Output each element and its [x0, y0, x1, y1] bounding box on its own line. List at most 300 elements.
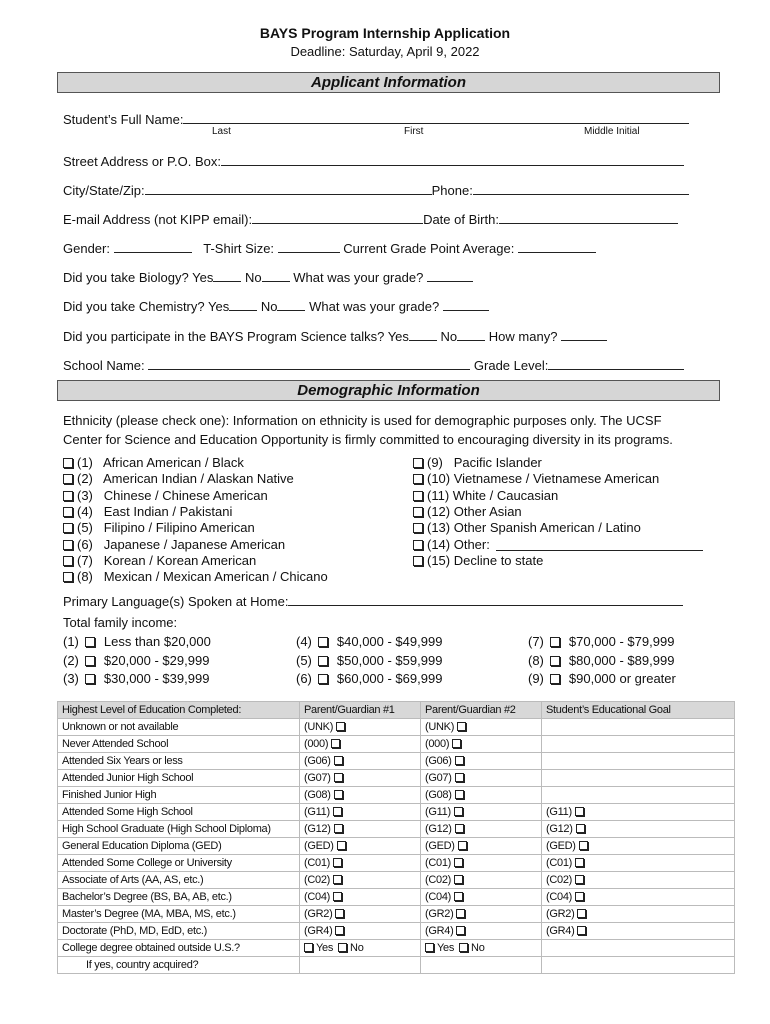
grade-level-label: Grade Level: [473, 358, 549, 373]
chemistry-grade-label: What was your grade? [309, 299, 440, 314]
student-goal-option[interactable] [542, 838, 735, 855]
checkbox-icon[interactable] [335, 926, 344, 935]
street-row [63, 152, 684, 169]
parent1-option-code: (GED) [304, 840, 334, 852]
checkbox-icon[interactable] [333, 858, 342, 867]
parent2-option-code: (G08) [425, 789, 452, 801]
ethnicity-intro-line-1: Ethnicity (please check one): Information on ethnicity is used for demographic purposes only. The UCSF [63, 413, 662, 428]
income-option-number: (5) [296, 652, 312, 668]
biology-question: Did you take Biology? [63, 270, 189, 285]
checkbox-icon[interactable] [85, 637, 95, 647]
education-row [58, 821, 735, 838]
checkbox-icon[interactable] [425, 943, 434, 952]
parent1-option-code: (G11) [304, 806, 330, 818]
income-option-number: (4) [296, 634, 312, 649]
income-option[interactable] [296, 671, 442, 686]
parent1-option[interactable] [300, 736, 421, 753]
parent1-option-code: (GR2) [304, 908, 333, 920]
parent2-option-code: (C01) [425, 857, 452, 869]
parent1-option[interactable] [300, 719, 421, 736]
gpa-label: Current Grade Point Average: [343, 241, 515, 256]
full-name-field[interactable] [183, 110, 689, 124]
checkbox-icon[interactable] [331, 739, 340, 748]
checkbox-icon[interactable] [337, 841, 346, 850]
student-goal-option-code: (GED) [546, 840, 576, 852]
parent2-outside-us-no: No [471, 942, 485, 954]
education-row [58, 838, 735, 855]
parent1-option[interactable] [300, 804, 421, 821]
parent1-option-code: (C04) [304, 891, 331, 903]
ethnicity-option-label: (6) Japanese / Japanese American [77, 536, 286, 552]
parent2-option[interactable] [421, 804, 542, 821]
income-option[interactable] [63, 634, 211, 649]
ethnicity-option[interactable] [413, 553, 543, 568]
parent2-option[interactable] [421, 736, 542, 753]
parent2-option-code: (GR2) [425, 908, 454, 920]
checkbox-icon[interactable] [455, 756, 464, 765]
education-row [58, 753, 735, 770]
school-label: School Name: [63, 358, 145, 373]
checkbox-icon[interactable] [457, 722, 466, 731]
checkbox-icon[interactable] [85, 674, 95, 684]
parent1-option-code: (G06) [304, 755, 331, 767]
checkbox-icon[interactable] [338, 943, 347, 952]
parent2-option[interactable] [421, 719, 542, 736]
parent2-outside-us-yes: Yes [437, 942, 455, 954]
city-field[interactable] [145, 181, 432, 195]
checkbox-icon[interactable] [318, 656, 328, 666]
income-option-number: (7) [528, 634, 544, 649]
parent1-option[interactable] [300, 753, 421, 770]
parent1-option-code: (G08) [304, 789, 331, 801]
talks-question: Did you participate in the BAYS Program Science talks? [63, 329, 385, 344]
income-option-label: $50,000 - $59,999 [336, 652, 443, 668]
first-name-caption: First [404, 126, 424, 137]
parent1-option[interactable] [300, 906, 421, 923]
parent1-option-code: (GR4) [304, 925, 333, 937]
parent2-option-code: (G06) [425, 755, 452, 767]
biology-grade-field[interactable] [427, 268, 473, 282]
parent2-country-field[interactable] [421, 957, 542, 974]
parent1-option[interactable] [300, 821, 421, 838]
income-option[interactable] [296, 634, 442, 649]
outside-us-label: College degree obtained outside U.S.? [58, 940, 300, 957]
checkbox-icon[interactable] [333, 875, 342, 884]
ethnicity-option-label: (8) Mexican / Mexican American / Chicano [77, 569, 328, 585]
checkbox-icon[interactable] [63, 491, 73, 501]
ethnicity-option[interactable] [63, 553, 256, 568]
checkbox-icon[interactable] [413, 507, 423, 517]
parent1-option[interactable] [300, 838, 421, 855]
income-option-label: $40,000 - $49,999 [336, 634, 443, 649]
phone-label: Phone: [431, 183, 473, 198]
outside-us-row [58, 940, 735, 957]
student-goal-option[interactable] [542, 821, 735, 838]
chemistry-question: Did you take Chemistry? [63, 299, 205, 314]
checkbox-icon[interactable] [413, 556, 423, 566]
talks-no-label: No [440, 329, 458, 344]
income-option[interactable] [528, 671, 676, 686]
ethnicity-option-label: (4) East Indian / Pakistani [77, 503, 233, 519]
checkbox-icon[interactable] [63, 540, 73, 550]
student-goal-option [542, 787, 735, 804]
talks-yes-field[interactable] [409, 327, 437, 341]
checkbox-icon[interactable] [335, 909, 344, 918]
checkbox-icon[interactable] [413, 491, 423, 501]
school-row [63, 356, 684, 373]
deadline: Deadline: Saturday, April 9, 2022 [290, 44, 480, 59]
biology-yes-label: Yes [192, 270, 214, 285]
checkbox-icon[interactable] [63, 572, 73, 582]
checkbox-icon[interactable] [550, 656, 560, 666]
parent2-option-code: (C04) [425, 891, 452, 903]
parent2-option[interactable] [421, 855, 542, 872]
ethnicity-option-label: (15) Decline to state [427, 552, 544, 568]
parent2-header: Parent/Guardian #2 [421, 702, 542, 719]
income-label: Total family income: [63, 615, 178, 630]
parent2-option[interactable] [421, 838, 542, 855]
education-row [58, 889, 735, 906]
education-level-header: Highest Level of Education Completed: [58, 702, 300, 719]
biology-yes-field[interactable] [213, 268, 241, 282]
checkbox-icon[interactable] [333, 892, 342, 901]
education-level-label: Attended Some High School [58, 804, 300, 821]
full-name-row [63, 110, 689, 127]
education-row [58, 872, 735, 889]
student-goal-option[interactable] [542, 855, 735, 872]
checkbox-icon[interactable] [577, 926, 586, 935]
biology-grade-label: What was your grade? [293, 270, 424, 285]
income-option[interactable] [296, 653, 442, 668]
email-field[interactable] [252, 210, 423, 224]
education-level-label: Unknown or not available [58, 719, 300, 736]
education-level-label: Associate of Arts (AA, AS, etc.) [58, 872, 300, 889]
education-header-row [58, 702, 735, 719]
gpa-field[interactable] [518, 239, 596, 253]
parent2-option-code: (G12) [425, 823, 452, 835]
education-level-label: Bachelor’s Degree (BS, BA, AB, etc.) [58, 889, 300, 906]
income-option-label: $30,000 - $39,999 [103, 671, 210, 686]
parent2-option[interactable] [421, 889, 542, 906]
income-option-number: (1) [63, 634, 79, 649]
checkbox-icon[interactable] [455, 773, 464, 782]
parent2-option-code: (G11) [425, 806, 451, 818]
checkbox-icon[interactable] [458, 841, 467, 850]
ethnicity-option[interactable] [413, 520, 641, 535]
ethnicity-option[interactable] [63, 471, 294, 486]
parent1-option[interactable] [300, 787, 421, 804]
student-goal-option [542, 770, 735, 787]
ethnicity-option[interactable] [63, 504, 232, 519]
student-goal-empty [542, 940, 735, 957]
education-level-label: Never Attended School [58, 736, 300, 753]
income-option[interactable] [528, 634, 674, 649]
checkbox-icon[interactable] [336, 722, 345, 731]
ethnicity-intro-line-2: Center for Science and Education Opportunity is firmly committed to encouraging diversity in its programs. [63, 432, 673, 447]
checkbox-icon[interactable] [413, 458, 423, 468]
checkbox-icon[interactable] [456, 909, 465, 918]
income-option-number: (6) [296, 671, 312, 686]
chemistry-yes-field[interactable] [229, 297, 257, 311]
language-label: Primary Language(s) Spoken at Home: [63, 594, 289, 609]
parent1-header: Parent/Guardian #1 [300, 702, 421, 719]
city-label: City/State/Zip: [63, 183, 145, 198]
checkbox-icon[interactable] [459, 943, 468, 952]
student-goal-option-code: (GR4) [546, 925, 575, 937]
how-many-field[interactable] [561, 327, 607, 341]
checkbox-icon[interactable] [575, 892, 584, 901]
checkbox-icon[interactable] [579, 841, 588, 850]
checkbox-icon[interactable] [63, 507, 73, 517]
student-goal-option [542, 736, 735, 753]
chemistry-row [63, 297, 489, 314]
education-level-label: High School Graduate (High School Diploma) [58, 821, 300, 838]
parent1-outside-us [300, 940, 421, 957]
country-row [58, 957, 735, 974]
applicant-section-header: Applicant Information [57, 72, 720, 93]
student-goal-option[interactable] [542, 889, 735, 906]
student-goal-option-code: (GR2) [546, 908, 575, 920]
ethnicity-option-label: (12) Other Asian [427, 503, 522, 519]
last-name-caption: Last [212, 126, 231, 137]
checkbox-icon[interactable] [63, 474, 73, 484]
ethnicity-option-label: (11) White / Caucasian [427, 487, 559, 503]
education-row [58, 770, 735, 787]
income-option-number: (9) [528, 671, 544, 686]
income-option-number: (8) [528, 652, 544, 668]
country-label: If yes, country acquired? [58, 957, 300, 974]
ethnicity-option[interactable] [413, 504, 522, 519]
income-option-label: $70,000 - $79,999 [568, 634, 675, 649]
education-level-label: Doctorate (PhD, MD, EdD, etc.) [58, 923, 300, 940]
student-goal-option-code: (C04) [546, 891, 573, 903]
ethnicity-option-label: (7) Korean / Korean American [77, 552, 257, 568]
education-level-label: Master’s Degree (MA, MBA, MS, etc.) [58, 906, 300, 923]
street-label: Street Address or P.O. Box: [63, 154, 222, 169]
checkbox-icon[interactable] [413, 474, 423, 484]
ethnicity-option-label: (13) Other Spanish American / Latino [427, 520, 641, 536]
parent1-option-code: (UNK) [304, 721, 334, 733]
ethnicity-option[interactable] [63, 455, 244, 470]
parent2-option-code: (GED) [425, 840, 455, 852]
checkbox-icon[interactable] [456, 926, 465, 935]
parent2-option[interactable] [421, 923, 542, 940]
ethnicity-option-label: (3) Chinese / Chinese American [77, 487, 268, 503]
student-goal-header: Student’s Educational Goal [542, 702, 735, 719]
language-row [63, 592, 683, 609]
city-phone-row [63, 181, 689, 198]
street-field[interactable] [221, 152, 684, 166]
ethnicity-option[interactable] [413, 488, 558, 503]
student-goal-option[interactable] [542, 923, 735, 940]
student-goal-option[interactable] [542, 872, 735, 889]
dob-label: Date of Birth: [423, 212, 499, 227]
income-option[interactable] [63, 653, 209, 668]
gender-label: Gender: [63, 241, 110, 256]
income-option-label: $60,000 - $69,999 [336, 671, 443, 686]
student-goal-option [542, 719, 735, 736]
parent1-outside-us-no: No [350, 942, 364, 954]
checkbox-icon[interactable] [413, 523, 423, 533]
parent2-option[interactable] [421, 787, 542, 804]
checkbox-icon[interactable] [576, 824, 585, 833]
education-row [58, 719, 735, 736]
checkbox-icon[interactable] [63, 556, 73, 566]
student-goal-option-code: (G11) [546, 806, 572, 818]
education-level-label: Attended Some College or University [58, 855, 300, 872]
full-name-label: Student’s Full Name: [63, 112, 184, 127]
checkbox-icon[interactable] [334, 824, 343, 833]
how-many-label: How many? [488, 329, 558, 344]
parent2-option-code: (000) [425, 738, 450, 750]
student-goal-option[interactable] [542, 906, 735, 923]
student-country-empty [542, 957, 735, 974]
income-option-label: Less than $20,000 [103, 634, 211, 649]
parent2-option[interactable] [421, 821, 542, 838]
parent1-option-code: (000) [304, 738, 329, 750]
parent2-option-code: (UNK) [425, 721, 455, 733]
checkbox-icon[interactable] [63, 523, 73, 533]
parent1-option-code: (G12) [304, 823, 331, 835]
education-row [58, 804, 735, 821]
checkbox-icon[interactable] [334, 773, 343, 782]
ethnicity-option[interactable] [413, 455, 542, 470]
ethnicity-option[interactable] [63, 569, 328, 584]
gender-field[interactable] [114, 239, 192, 253]
income-option[interactable] [63, 671, 209, 686]
chemistry-no-field[interactable] [277, 297, 305, 311]
income-option-label: $90,000 or greater [568, 671, 676, 686]
education-level-label: General Education Diploma (GED) [58, 838, 300, 855]
ethnicity-other-field[interactable] [496, 537, 703, 551]
checkbox-icon[interactable] [85, 656, 95, 666]
biology-no-field[interactable] [262, 268, 290, 282]
checkbox-icon[interactable] [452, 739, 461, 748]
checkbox-icon[interactable] [454, 892, 463, 901]
chemistry-yes-label: Yes [208, 299, 230, 314]
parent1-option[interactable] [300, 855, 421, 872]
ethnicity-option[interactable] [63, 520, 255, 535]
parent2-option[interactable] [421, 770, 542, 787]
parent1-option[interactable] [300, 889, 421, 906]
form-title: BAYS Program Internship Application [259, 25, 511, 41]
education-row [58, 923, 735, 940]
income-option-label: $20,000 - $29,999 [103, 652, 210, 668]
student-goal-option[interactable] [542, 804, 735, 821]
education-level-label: Attended Junior High School [58, 770, 300, 787]
education-table [57, 701, 735, 974]
talks-no-field[interactable] [457, 327, 485, 341]
parent1-option[interactable] [300, 770, 421, 787]
checkbox-icon[interactable] [63, 458, 73, 468]
student-goal-option-code: (C01) [546, 857, 573, 869]
parent1-option-code: (C01) [304, 857, 331, 869]
student-goal-option [542, 753, 735, 770]
gender-row [63, 239, 596, 256]
ethnicity-option[interactable] [63, 537, 285, 552]
income-option-number: (3) [63, 671, 79, 686]
checkbox-icon[interactable] [455, 790, 464, 799]
chemistry-grade-field[interactable] [443, 297, 489, 311]
income-option[interactable] [528, 653, 674, 668]
checkbox-icon[interactable] [454, 875, 463, 884]
middle-initial-caption: Middle Initial [584, 126, 640, 137]
ethnicity-option[interactable] [63, 488, 268, 503]
parent1-option-code: (G07) [304, 772, 331, 784]
checkbox-icon[interactable] [334, 790, 343, 799]
education-row [58, 855, 735, 872]
parent2-option-code: (C02) [425, 874, 452, 886]
parent2-option[interactable] [421, 872, 542, 889]
school-field[interactable] [148, 356, 470, 370]
talks-yes-label: Yes [387, 329, 409, 344]
income-option-label: $80,000 - $89,999 [568, 652, 675, 668]
checkbox-icon[interactable] [550, 674, 560, 684]
phone-field[interactable] [473, 181, 689, 195]
parent1-option[interactable] [300, 872, 421, 889]
checkbox-icon[interactable] [577, 909, 586, 918]
tshirt-label: T-Shirt Size: [203, 241, 275, 256]
checkbox-icon[interactable] [413, 540, 423, 550]
checkbox-icon[interactable] [304, 943, 313, 952]
education-row [58, 736, 735, 753]
checkbox-icon[interactable] [575, 858, 584, 867]
checkbox-icon[interactable] [575, 875, 584, 884]
income-option-number: (2) [63, 652, 79, 668]
dob-field[interactable] [499, 210, 678, 224]
language-field[interactable] [288, 592, 683, 606]
student-goal-option-code: (G12) [546, 823, 573, 835]
checkbox-icon[interactable] [454, 807, 463, 816]
grade-level-field[interactable] [548, 356, 684, 370]
tshirt-field[interactable] [278, 239, 340, 253]
ethnicity-option-label: (1) African American / Black [77, 455, 244, 470]
biology-row [63, 268, 473, 285]
education-row [58, 906, 735, 923]
ethnicity-option-label: (5) Filipino / Filipino American [77, 520, 255, 536]
ethnicity-option-label: (14) Other: [427, 536, 490, 552]
checkbox-icon[interactable] [334, 756, 343, 765]
checkbox-icon[interactable] [318, 674, 328, 684]
checkbox-icon[interactable] [550, 637, 560, 647]
parent2-option[interactable] [421, 906, 542, 923]
checkbox-icon[interactable] [318, 637, 328, 647]
parent1-option[interactable] [300, 923, 421, 940]
biology-no-label: No [244, 270, 262, 285]
ethnicity-option[interactable] [413, 537, 490, 552]
email-dob-row [63, 210, 678, 227]
checkbox-icon[interactable] [333, 807, 342, 816]
parent2-option-code: (GR4) [425, 925, 454, 937]
ethnicity-option-label: (10) Vietnamese / Vietnamese American [427, 471, 660, 487]
checkbox-icon[interactable] [575, 807, 584, 816]
ethnicity-option-label: (9) Pacific Islander [427, 455, 542, 470]
parent1-country-field[interactable] [300, 957, 421, 974]
education-row [58, 787, 735, 804]
student-goal-option-code: (C02) [546, 874, 573, 886]
parent2-option[interactable] [421, 753, 542, 770]
ethnicity-option-label: (2) American Indian / Alaskan Native [77, 471, 294, 487]
parent1-option-code: (C02) [304, 874, 331, 886]
ethnicity-option[interactable] [413, 471, 659, 486]
talks-row [63, 327, 607, 344]
checkbox-icon[interactable] [455, 824, 464, 833]
education-level-label: Finished Junior High [58, 787, 300, 804]
parent2-outside-us [421, 940, 542, 957]
checkbox-icon[interactable] [454, 858, 463, 867]
parent1-outside-us-yes: Yes [316, 942, 334, 954]
parent2-option-code: (G07) [425, 772, 452, 784]
